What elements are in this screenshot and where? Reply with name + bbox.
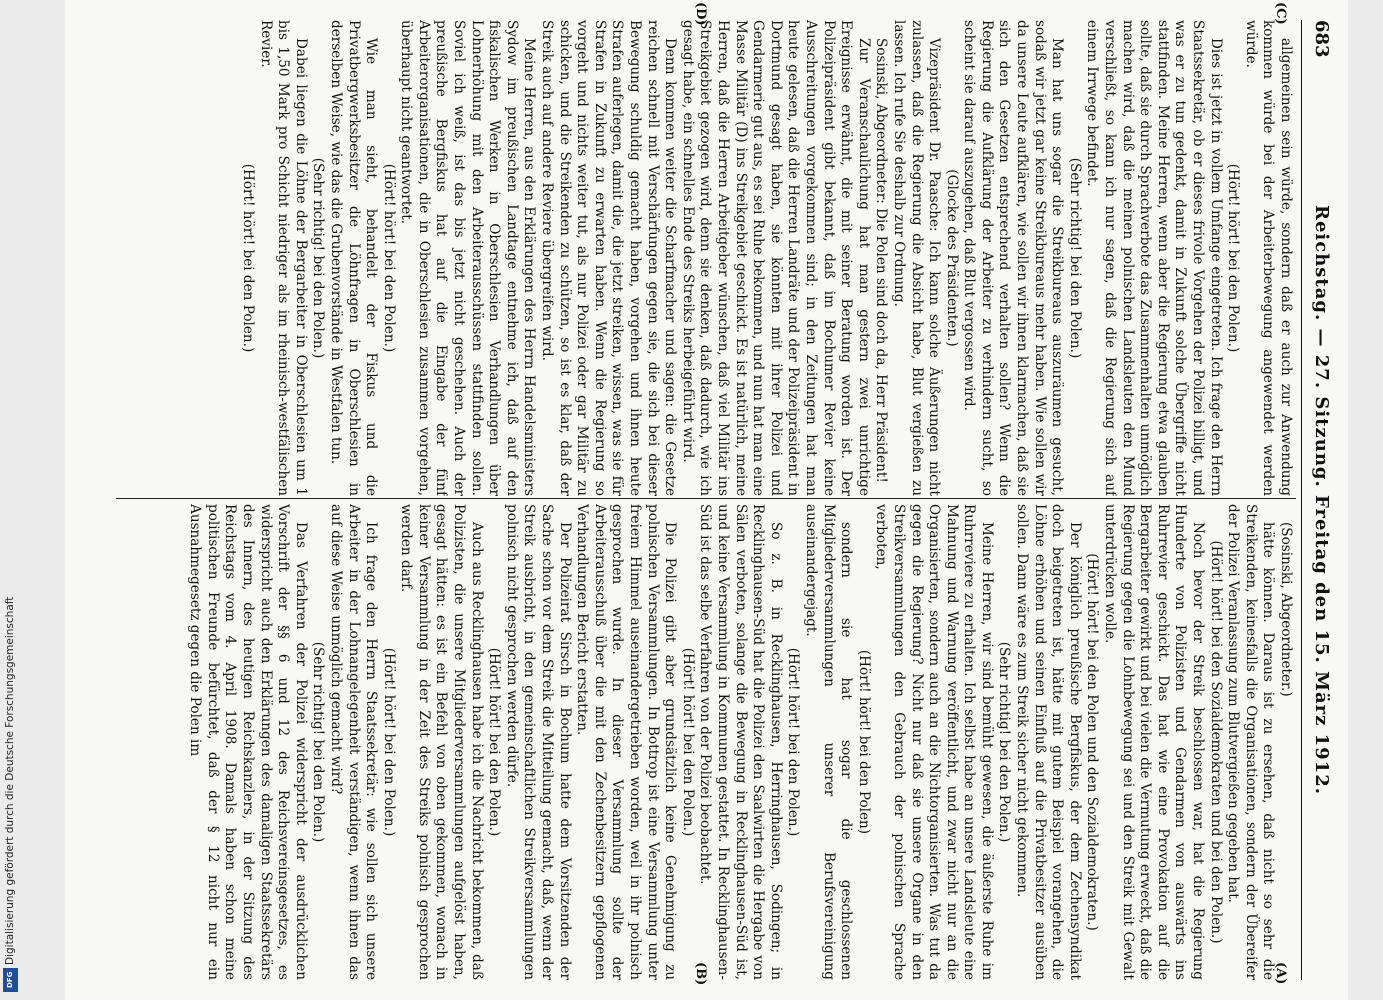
interjection: (Sehr richtig! bei den Polen.): [1066, 157, 1083, 359]
paragraph: Noch bevor der Streik beschlossen war, hat die Regierung Hunderte von Polizisten und Gendarmen von auswärts ins Ruhrrevier geschickt. Das hat wie eine Provokation auf die Bergarbeiter gewirkt und bei vielen die Vermutung erweckt, daß die Regierung gegen die Lohnbewegung sei und den Streik mit Gewalt unterdrücken wolle.: [1102, 504, 1207, 980]
interjection: (Sehr richtig! bei den Polen.): [310, 641, 327, 843]
running-head: [1304, 20, 1332, 980]
margin-mark-d: (D): [693, 2, 708, 26]
interjection: (Hört! hört! bei den Polen.): [380, 647, 397, 837]
paragraph: Zur Veranschaulichung hat man gestern zwei unrichtige Ereignisse erwähnt, die mit seiner Beratung worden ist. Der Polizeipräsident gibt bekannt, daß im Bochumer Revier keine Ausschreitungen vorgekommen sind; in den Zeitungen hat man heute gelesen, daß die Herren Landräte und der Polizeipräsident in Dortmund gesagt haben, sie könnten mit ihrer Polizei und Gendarmerie gut aus, es sei Ruhe bekommen, und nun hat man eine Masse Militär (D) ins Streikgebiet geschickt. Es ist natürlich, meine Herren, daß die Herren Arbeitgeber wünschen, daß viel Militär ins Streikgebiet gezogen wird, denn sie denken, daß dadurch, wie ich gesagt habe, ein schnelles Ende des Streiks herbeigeführt wird.: [679, 20, 872, 496]
paragraph: Meine Herren, wir sind bemüht gewesen, die äußerste Ruhe im Ruhrreviere zu erhalten. Ich selbst habe an unsere Landsleute eine Mahnung und Warnung veröffentlicht, und zwar nicht nur an die Organisierten, sondern auch an die Nichtorganisierten. Was tut da gegen die Regierung? Nicht nur daß sie unsere Organe in den Streikversammlungen den Gebrauch der polnischen Sprache verboten,: [873, 504, 995, 980]
paragraph: Der Polizeirat Sirsch in Bochum hatte dem Vorsitzenden der Sache schon vor dem Streik die Mitteilung gemacht, daß, wenn der Streik ausbricht, in den gemeinschaftlichen Streikversammlungen polnisch nicht gesprochen werden dürfe.: [503, 504, 573, 980]
header-rule: [1301, 20, 1302, 980]
text-column-right: [79, 504, 1294, 980]
page-number: 683: [1311, 20, 1332, 58]
paragraph: Vizepräsident Dr. Paasche: Ich kann solche Äußerungen nicht zulassen, daß die Regierung die Absicht habe, Blut vergießen zu lassen. Ich rufe Sie deshalb zur Ordnung.: [890, 20, 943, 496]
paragraph: Meine Herren, aus den Erklärungen des Herrn Handelsministers Sydow im preußischen Landtage entnehme ich, daß auf den fiskalischen Werken in Oberschlesien Verhandlungen über Lohnerhöhung mit den Arbeiterausschüssen stattfinden sollen. Soviel ich weiß, ist das bis jetzt nicht geschehen. Auch der preußische Bergfiskus hat auf die Eingabe der fünf Arbeiterorganisationen, die in Oberschlesien zusammen vorgehen, überhaupt nicht geantwortet.: [398, 20, 538, 496]
margin-mark-b: (B): [693, 962, 708, 986]
paragraph: Sosinski, Abgeordneter: Die Polen sind doch da, Herr Präsident!: [873, 38, 890, 483]
interjection: (Hört! hört! bei den Polen.): [486, 647, 503, 837]
interjection: (Hört! hört! bei den Sozialdemokraten und bei den Polen.): [1207, 540, 1224, 944]
interjection: (Sehr richtig! bei den Polen.): [996, 641, 1013, 843]
paragraph: So z. B. in Recklinghausen, Herringhausen, Sodingen; in Recklinghausen-Süd hat die Polizei den Saalwirten die Hergabe von Sälen verboten, solange die Bewegung in Recklinghausen-Süd ist, und keine Versammlung in Kommunen gestattet. In Recklinghausen-Süd ist das selbe Verfahren von der Polizei beobachtet.: [697, 504, 784, 980]
credit-text: Digitalisierung gefördert durch die Deutsche Forschungsgemeinschaft: [4, 596, 16, 965]
paragraph: Man hat uns sogar die Streikbureaus auszuräumen gesucht, sodaß wir jetzt gar keine Streikbureaus mehr haben. Wie sollen wir da unsere Leute aufklären, wie sollen wir ihnen klarmachen, daß sie sich den Gesetzen entsprechend verhalten sollen? Wenn die Regierung die Aufklärung der Arbeiter zu verhindern sucht, so scheint sie darauf auszugehen, daß Blut vergossen wird.: [961, 20, 1066, 496]
interjection: (Hört! hört! bei den Polen): [855, 649, 872, 835]
interjection: (Hört! hört! bei den Polen.): [679, 647, 696, 837]
paragraph: Das Verfahren der Polizei widerspricht der ausdrücklichen Vorschrift der §§ 6 und 12 des Reichsvereinsgesetzes, es widerspricht auch den Erklärungen des damaligen Staatssekretärs des Innern, des heutigen Reichskanzlers, in der Sitzung des Reichstags vom 4. April 1908. Damals haben schon meine politischen Freunde befürchtet, daß der § 12 nicht nur ein Ausnahmegesetz gegen die Polen im: [187, 504, 309, 980]
margin-mark-a: (A): [1273, 962, 1288, 985]
paragraph: sondern sie hat sogar die geschlossenen Mitgliederversammlungen unserer Berufsvereinigung auseinandergejagt.: [802, 504, 855, 980]
interjection: (Hört! hört! bei den Polen.): [1225, 163, 1242, 353]
interjection: (Glocke des Präsidenten.): [943, 169, 960, 347]
paragraph: Dies ist jetzt in vollem Umfange eingetreten. Ich frage den Herrn Staatssekretär, ob er dieses frivole Vorgehen der Polizei billigt, und was er zu tun gedenkt, damit in Zukunft solche Übergriffe nicht stattfinden. Meine Herren, wenn aber die Regierung etwa glauben sollte, daß sie durch Sprachverbote das Zusammenhalten unmöglich machen wird, daß die meinen polnischen Landsleuten den Mund verschließt, so kann ich nur sagen, daß die Regierung sich auf einem Irrwege befindet.: [1084, 20, 1224, 496]
paragraph: Der königlich preußische Bergfiskus, der dem Zechensyndikat doch beigetreten ist, hätte mit gutem Beispiel vorangehen, die Löhne erhöhen und seinen Einfluß auf die Privatbesitzer ausüben sollen. Dann wäre es zum Streik sicher nicht gekommen.: [1014, 504, 1083, 980]
paragraph: Ich frage den Herrn Staatssekretär: wie sollen sich unsere Arbeiter in der Lohnangelegenheit verständigen, wenn ihnen das auf diese Weise unmöglich gemacht wird?: [327, 504, 380, 980]
paragraph: Denn kommen weiter die Scharfmacher und sagen: die Gesetze reichen schnell mit Verschärfungen gegen sie, die sich bei dieser Bewegung schuldig gemacht haben, vorgehen und ihnen heute Strafen auferlegen, damit die, die jetzt streiken, wissen, was sie für Strafen in Zukunft zu erwarten haben. Wenn die Regierung so vorgeht und nichts weiter tut, als nur Polizei oder gar Militär zu schicken, und die Streikenden zu schützen, so ist es klar, daß der Streik auch auf andere Reviere übergreifen wird.: [539, 20, 679, 496]
interjection: (Sehr richtig! bei den Polen.): [310, 157, 327, 359]
text-column-left: [79, 20, 1294, 496]
interjection: (Hört! hört! bei den Polen.): [239, 163, 256, 353]
paragraph: Dabei liegen die Löhne der Bergarbeiter in Oberschlesien um 1 bis 1,50 Mark pro Schicht niedriger als im rheinisch-westfälischen Revier.: [257, 20, 309, 496]
scanned-page: [65, 0, 1348, 1000]
interjection: (Hört! hört! bei den Polen und den Sozialdemokraten.): [1084, 553, 1101, 931]
interjection: (Hört! hört! bei den Polen.): [380, 163, 397, 353]
dfg-logo: DFG: [3, 968, 18, 992]
column-divider: [116, 498, 1296, 499]
paragraph: Die Polizei gibt aber grundsätzlich keine Genehmigung zu polnischen Versammlungen. In Bottrop ist eine Versammlung unter freiem Himmel auseinandergetrieben worden, weil in ihr polnisch gesprochen wurde. In dieser Versammlung sollte der Arbeiterausschuß über die mit den Zechenbesitzern gepflogenen Verhandlungen Bericht erstatten.: [574, 504, 679, 980]
margin-mark-c: (C): [1273, 2, 1288, 25]
interjection: (Hört! hört! bei den Polen.): [785, 647, 802, 837]
page-title: Reichstag. — 27. Sitzung. Freitag den 15. März 1912.: [1311, 204, 1332, 795]
paragraph: Wie man sieht, behandelt der Fiskus und die Privatbergwerksbesitzer die Löhnfragen in Oberschlesien in derselben Weise, wie das die Grubenvorstände in Westfalen tun.: [327, 20, 380, 496]
paragraph: Auch aus Recklinghausen habe ich die Nachricht bekommen, daß Polizisten, die unsere Mitgliederversammlungen aufgelöst haben, gesagt hätten: es ist ein Befehl von oben gekommen, wonach in keiner Versammlung in der Zeit des Streiks polnisch gesprochen werden darf.: [398, 504, 485, 980]
paragraph: allgemeinen sein würde, sondern daß er auch zur Anwendung kommen würde bei der Arbeiterbewegung angewendet werden würde.: [1242, 20, 1294, 496]
paragraph: hätte können. Daraus ist zu ersehen, daß nicht so sehr die Streikenden, keinesfalls die Organisationen, sondern der Übereifer der Polizei Veranlassung zum Blutvergießen gegeben hat.: [1225, 504, 1277, 980]
paragraph: (Sosinski, Abgeordneter.): [1278, 522, 1294, 697]
